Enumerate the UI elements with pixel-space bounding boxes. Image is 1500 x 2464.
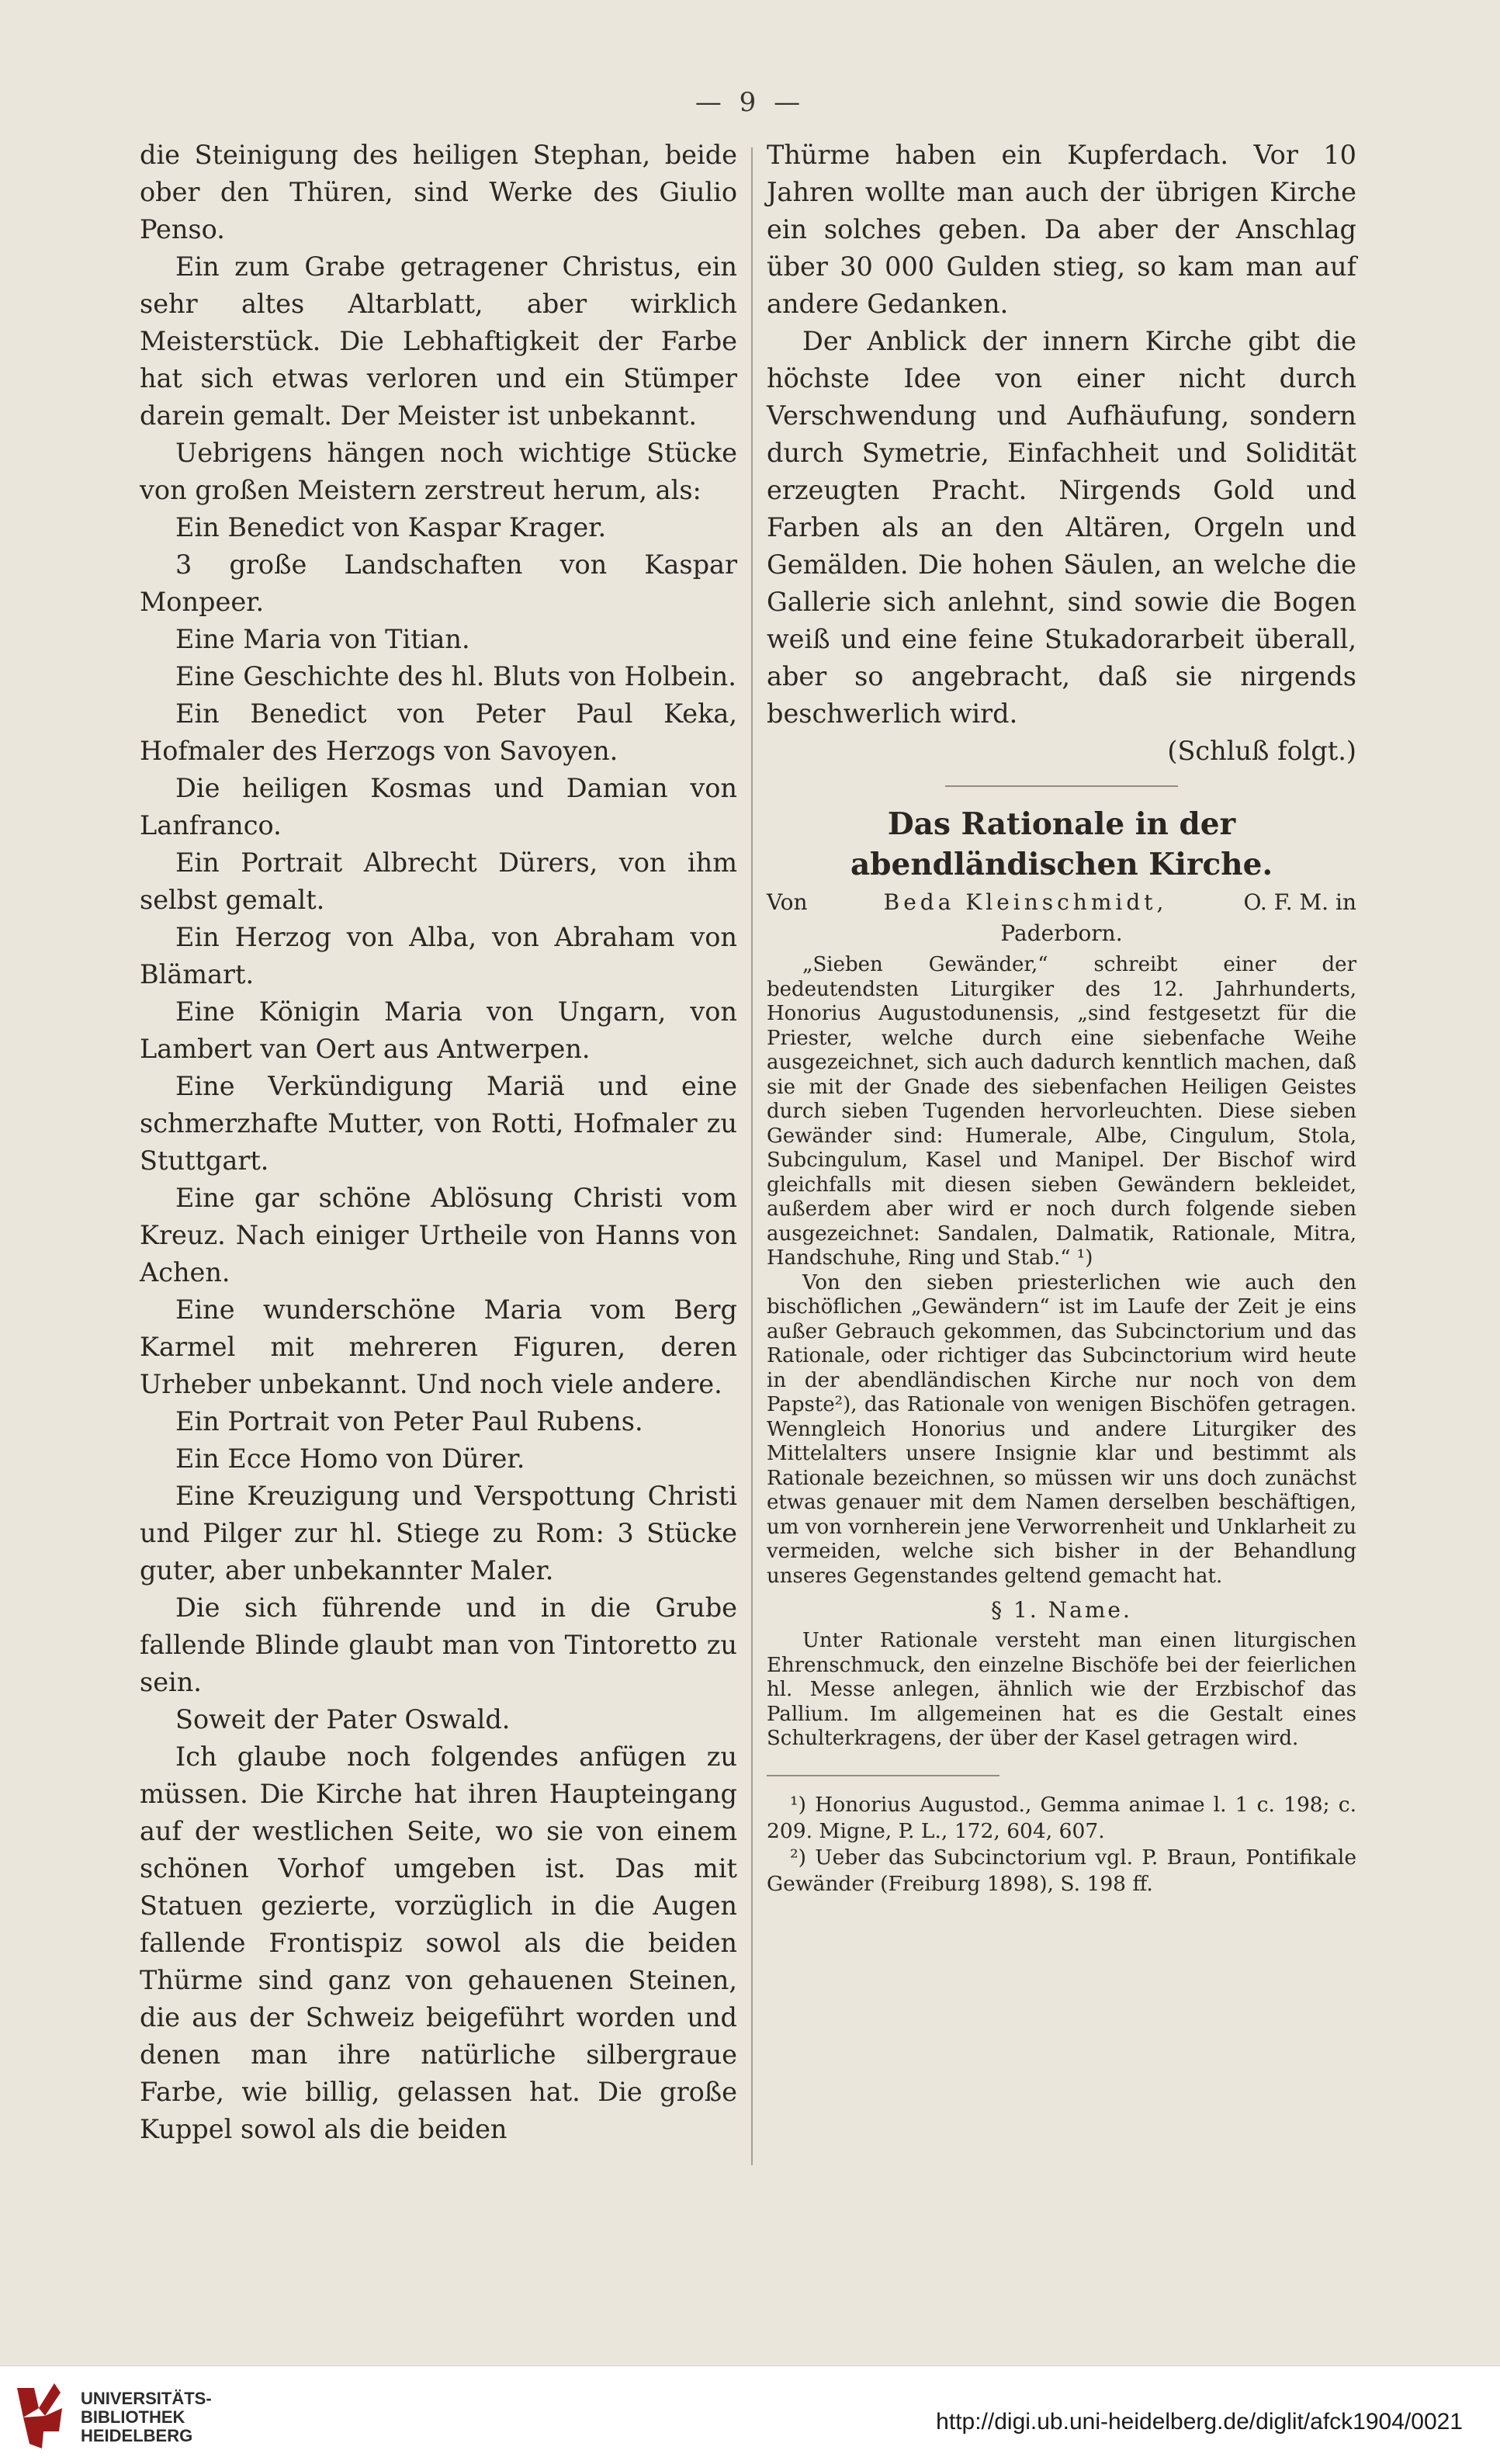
footnotes xyxy=(767,1792,1356,1897)
paragraph: Eine Kreuzigung und Verspottung Christi und Pilger zur hl. Stiege zu Rom: 3 Stücke guter, aber unbekannter Maler. xyxy=(140,1481,737,1585)
byline-place: Paderborn. xyxy=(1000,920,1123,946)
paragraph: Eine Geschichte des hl. Bluts von Holbein. xyxy=(175,661,736,691)
paragraph: Der Anblick der innern Kirche gibt die höchste Idee von einer nicht durch Verschwendung und Aufhäufung, sondern durch Symetrie, Einfachheit und Solidität erzeugten Pracht. Nirgends Gold und Farben als an den Altären, Orgeln und Gemälden. Die hohen Säulen, an welche die Gallerie sich anlehnt, sind sowie die Bogen weiß und eine feine Stukadorarbeit überall, aber so angebracht, daß sie nirgends beschwerlich wird. xyxy=(767,326,1356,729)
library-name-line1: UNIVERSITÄTS- xyxy=(81,2389,212,2408)
article-byline xyxy=(767,889,1356,916)
paragraph: Ein Portrait Albrecht Dürers, von ihm selbst gemalt. xyxy=(140,847,737,915)
right-top-text xyxy=(767,137,1356,733)
article-paragraph: Von den sieben priesterlichen wie auch den bischöflichen „Gewändern“ ist im Laufe der Zeit je eins außer Gebrauch gekommen, das Subcinctorium und das Rationale, oder richtiger das Subcinctorium wird heute in der abendländischen Kirche nur noch von dem Papste²), das Rationale von wenigen Bischöfen getragen. Wenngleich Honorius und andere Liturgiker des Mittelalters unsere Insignie klar und bestimmt als Rationale bezeichnen, so müssen wir uns doch zunächst etwas genauer mit dem Namen derselben beschäftigen, um von vornherein jene Verworrenheit und Unklarheit zu vermeiden, welche sich bisher in der Behandlung unseres Gegenstandes geltend gemacht hat. xyxy=(767,1270,1356,1588)
paragraph: 3 große Landschaften von Kaspar Monpeer. xyxy=(140,549,737,617)
paragraph: Uebrigens hängen noch wichtige Stücke von großen Meistern zerstreut herum, als: xyxy=(140,438,737,505)
paragraph: Eine Königin Maria von Ungarn, von Lambert van Oert aus Antwerpen. xyxy=(140,996,737,1064)
digital-library-link[interactable]: http://digi.ub.uni-heidelberg.de/diglit/afck1904/0021 xyxy=(936,2409,1463,2435)
paragraph: Soweit der Pater Oswald. xyxy=(175,1704,511,1735)
paragraph: Ein Herzog von Alba, von Abraham von Blämart. xyxy=(140,922,737,989)
column-divider xyxy=(751,147,753,2165)
article-separator xyxy=(945,785,1178,787)
footnote: ¹) Honorius Augustod., Gemma animae l. 1 c. 198; c. 209. Migne, P. L., 172, 604, 607. xyxy=(767,1792,1356,1843)
paragraph: Die sich führende und in die Grube fallende Blinde glaubt man von Tintoretto zu sein. xyxy=(140,1592,737,1697)
footer-bar xyxy=(0,2365,1500,2464)
paragraph: Ein Benedict von Peter Paul Keka, Hofmaler des Herzogs von Savoyen. xyxy=(140,698,737,766)
paragraph: Thürme haben ein Kupferdach. Vor 10 Jahren wollte man auch der übrigen Kirche ein solches geben. Da aber der Anschlag über 30 000 Gulden stieg, so kam man auf andere Gedanken. xyxy=(767,140,1356,319)
library-name-line2: BIBLIOTHEK xyxy=(81,2407,185,2427)
closing-note: (Schluß folgt.) xyxy=(1167,736,1356,766)
article-title: Das Rationale in der abendländischen Kirche. xyxy=(850,806,1273,882)
page-number: — 9 — xyxy=(695,87,805,118)
footnote: ²) Ueber das Subcinctorium vgl. P. Braun, Pontifikale Gewänder (Freiburg 1898), S. 198 ff. xyxy=(767,1845,1356,1896)
paragraph: Eine wunderschöne Maria vom Berg Karmel mit mehreren Figuren, deren Urheber unbekannt. Und noch viele andere. xyxy=(140,1294,737,1399)
article-paragraph: „Sieben Gewänder,“ schreibt einer der bedeutendsten Liturgiker des 12. Jahrhunderts, Honorius Augustodunensis, „sind festgesetzt für die Priester, welche durch eine siebenfache Weihe ausgezeichnet, sich auch dadurch kenntlich machen, daß sie mit der Gnade des siebenfachen Heiligen Geistes durch sieben Tugenden hervorleuchten. Diese sieben Gewänder sind: Humerale, Albe, Cingulum, Stola, Subcingulum, Kasel und Manipel. Der Bischof wird gleichfalls mit diesen sieben Gewändern bekleidet, außerdem aber wird er noch durch folgende sieben ausgezeichnet: Sandalen, Dalmatik, Rationale, Mitra, Handschuhe, Ring und Stab.“ ¹) xyxy=(767,953,1356,1270)
paragraph: Ein zum Grabe getragener Christus, ein sehr altes Altarblatt, aber wirklich Meisterstück. Die Lebhaftigkeit der Farbe hat sich etwas verloren und ein Stümper darein gemalt. Der Meister ist unbekannt. xyxy=(140,251,737,431)
paragraph: Ein Portrait von Peter Paul Rubens. xyxy=(175,1406,643,1436)
section-text: Unter Rationale versteht man einen liturgischen Ehrenschmuck, den einzelne Bischöfe bei der feierlichen hl. Messe anlegen, ähnlich wie der Erzbischof das Pallium. Im allgemeinen hat es die Gestalt eines Schulterkragens, der über der Kasel getragen wird. xyxy=(767,1629,1356,1750)
right-column xyxy=(767,137,1356,1897)
paragraph: Eine gar schöne Ablösung Christi vom Kreuz. Nach einiger Urtheile von Hanns von Achen. xyxy=(140,1183,737,1287)
author-name: Beda Kleinschmidt, xyxy=(883,889,1168,915)
article-body xyxy=(767,953,1356,1589)
section-heading: § 1. Name. xyxy=(991,1597,1132,1623)
paragraph: Ein Benedict von Kaspar Krager. xyxy=(175,512,607,542)
byline-prefix: Von xyxy=(767,889,808,915)
left-column xyxy=(140,137,737,2148)
paragraph: die Steinigung des heiligen Stephan, beide ober den Thüren, sind Werke des Giulio Penso. xyxy=(140,140,737,244)
paragraph: Die heiligen Kosmas und Damian von Lanfranco. xyxy=(140,773,737,840)
paragraph: Ein Ecce Homo von Dürer. xyxy=(175,1443,525,1474)
author-suffix: O. F. M. in xyxy=(1243,889,1356,915)
footnote-rule xyxy=(767,1775,999,1776)
paragraph: Eine Verkündigung Mariä und eine schmerzhafte Mutter, von Rotti, Hofmaler zu Stuttgart. xyxy=(140,1071,737,1176)
paragraph: Eine Maria von Titian. xyxy=(175,624,470,654)
library-logo-icon xyxy=(8,2377,70,2455)
library-name-line3: HEIDELBERG xyxy=(81,2426,193,2445)
paragraph: Ich glaube noch folgendes anfügen zu müssen. Die Kirche hat ihren Haupteingang auf der westlichen Seite, wo sie von einem schönen Vorhof umgeben ist. Das mit Statuen gezierte, vorzüglich in die Augen fallende Frontispiz sowol als die beiden Thürme sind ganz von gehauenen Steinen, die aus der Schweiz beigeführt worden und denen man ihre natürliche silbergraue Farbe, wie billig, gelassen hat. Die große Kuppel sowol als die beiden xyxy=(140,1741,737,2144)
